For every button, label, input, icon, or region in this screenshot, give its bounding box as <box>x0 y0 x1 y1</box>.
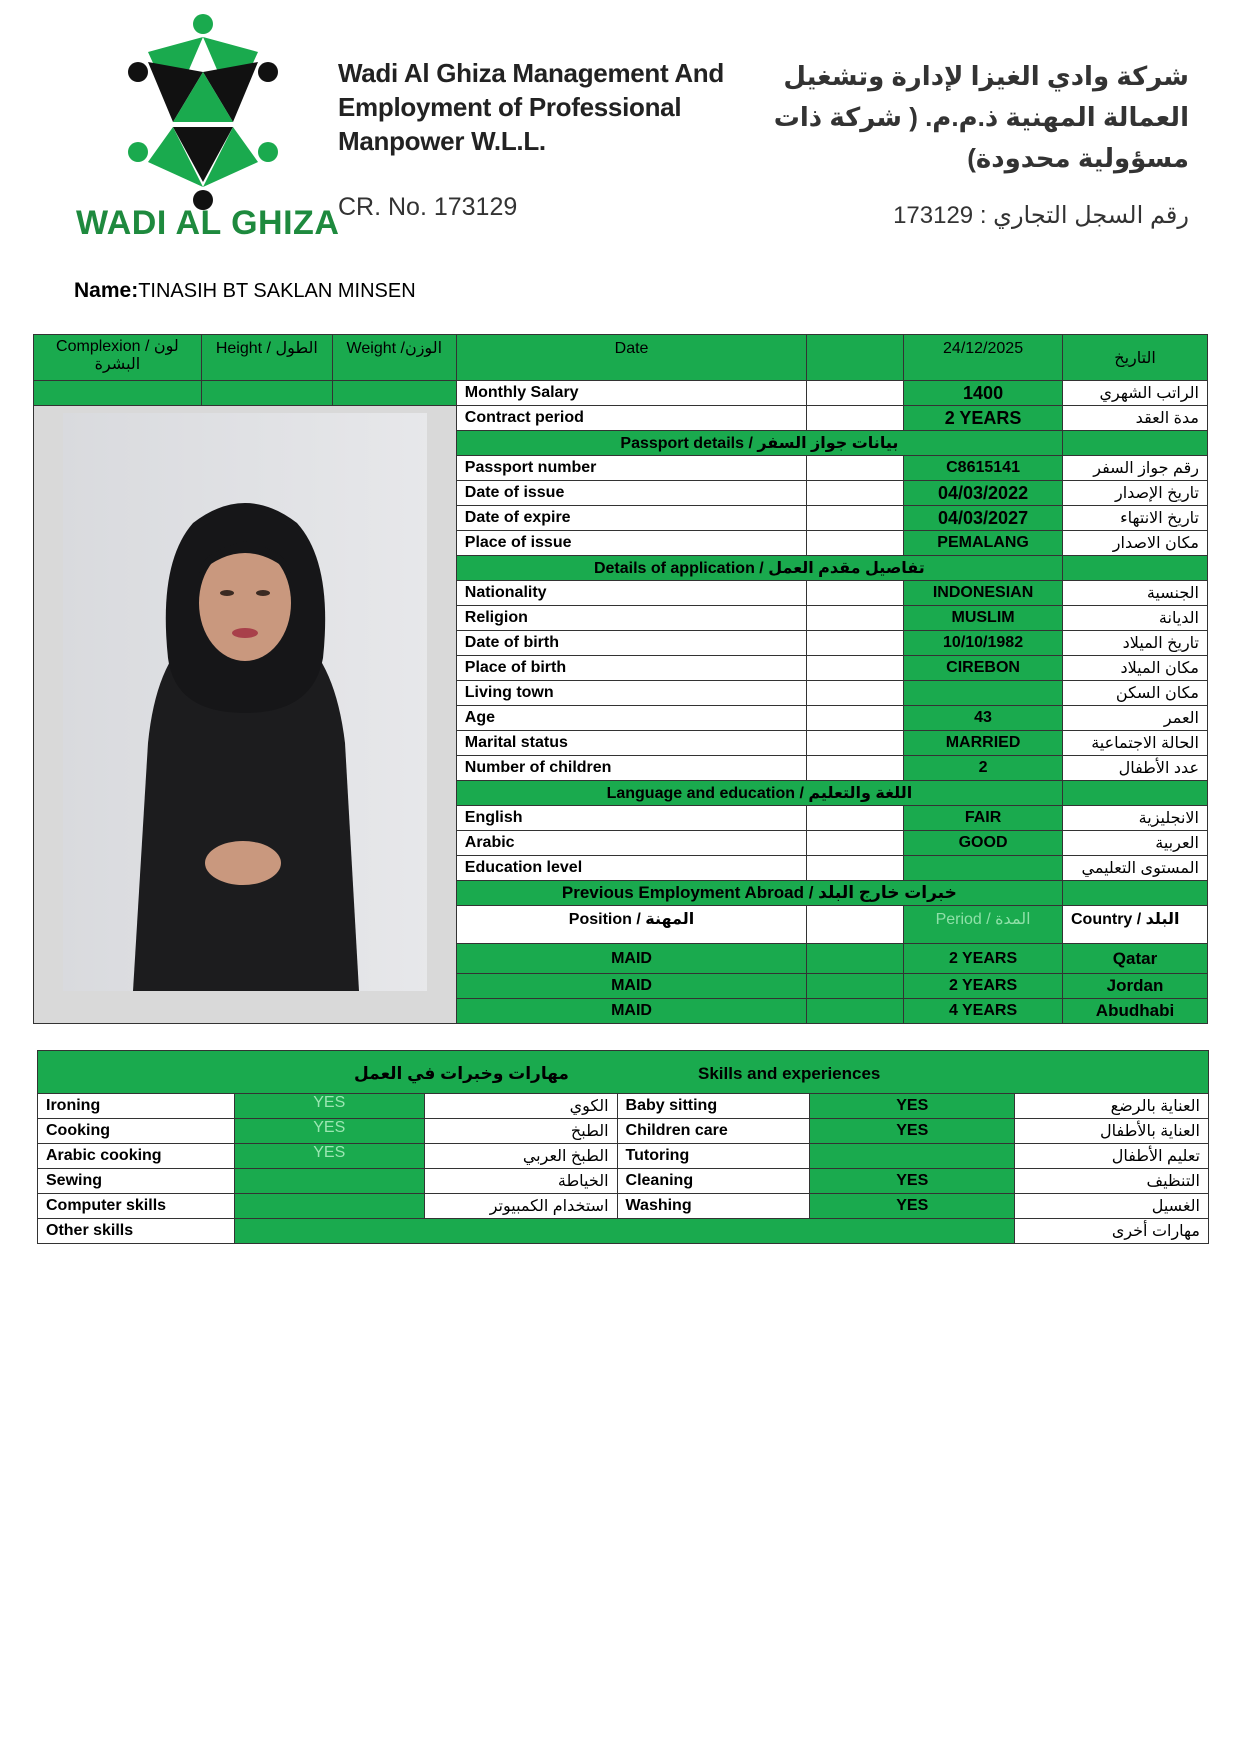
empty-cell <box>807 581 904 606</box>
skill-value <box>234 1169 424 1194</box>
empty-cell <box>807 831 904 856</box>
skills-header <box>38 1051 1209 1094</box>
skill-label-ar: الكوي <box>424 1094 617 1119</box>
passport-section-title: Passport details / بيانات جواز السفر <box>456 431 1062 456</box>
town-label: Living town <box>456 681 807 706</box>
skill-label: Washing <box>617 1194 810 1219</box>
skill-value: YES <box>810 1094 1015 1119</box>
skill-label: Children care <box>617 1119 810 1144</box>
empty-cell <box>807 856 904 881</box>
contract-label: Contract period <box>456 406 807 431</box>
empty-cell <box>807 381 904 406</box>
skill-value: YES <box>234 1094 424 1119</box>
other-skills-label-ar: مهارات أخرى <box>1015 1219 1209 1244</box>
brand-wordmark: WADI AL GHIZA <box>76 204 340 242</box>
skill-value: YES <box>810 1119 1015 1144</box>
other-skills-value <box>234 1219 1014 1244</box>
religion-label: Religion <box>456 606 807 631</box>
skill-label: Cleaning <box>617 1169 810 1194</box>
company-name-line: Manpower W.L.L. <box>338 126 546 156</box>
employment-section-title: Previous Employment Abroad / خبرات خارج البلد <box>456 881 1062 906</box>
arabic-label-ar: العربية <box>1063 831 1208 856</box>
skill-label-ar: استخدام الكمبيوتر <box>424 1194 617 1219</box>
expire-date-label: Date of expire <box>456 506 807 531</box>
english-value: FAIR <box>904 806 1063 831</box>
religion-value: MUSLIM <box>904 606 1063 631</box>
height-header: Height / الطول <box>201 335 332 381</box>
cr-number-ar: رقم السجل التجاري : 173129 <box>893 202 1189 229</box>
skills-title-ar: مهارات وخبرات في العمل <box>354 1064 569 1083</box>
passport-number-value: C8615141 <box>904 456 1063 481</box>
employment-country: Jordan <box>1063 974 1208 999</box>
employment-country: Qatar <box>1063 944 1208 974</box>
skill-label-ar: الطبخ <box>424 1119 617 1144</box>
nationality-label: Nationality <box>456 581 807 606</box>
employment-position: MAID <box>456 944 807 974</box>
town-value <box>904 681 1063 706</box>
employment-position: MAID <box>456 999 807 1024</box>
skill-label-ar: الغسيل <box>1015 1194 1209 1219</box>
town-label-ar: مكان السكن <box>1063 681 1208 706</box>
employment-period: 2 YEARS <box>904 944 1063 974</box>
education-label: Education level <box>456 856 807 881</box>
skill-label: Computer skills <box>38 1194 235 1219</box>
country-header: Country / البلد <box>1063 906 1208 944</box>
empty-cell <box>807 406 904 431</box>
complexion-header: Complexion / لون البشرة <box>34 335 202 381</box>
empty-cell <box>807 606 904 631</box>
marital-value: MARRIED <box>904 731 1063 756</box>
empty-cell <box>807 806 904 831</box>
skill-label-ar: العناية بالرضع <box>1015 1094 1209 1119</box>
contract-label-ar: مدة العقد <box>1063 406 1208 431</box>
arabic-label: Arabic <box>456 831 807 856</box>
applicant-photo <box>63 413 427 991</box>
empty-cell <box>807 656 904 681</box>
skill-value: YES <box>810 1194 1015 1219</box>
date-label: Date <box>456 335 807 381</box>
dob-label: Date of birth <box>456 631 807 656</box>
age-value: 43 <box>904 706 1063 731</box>
cr-number-en: CR. No. 173129 <box>338 193 518 221</box>
company-name-ar: شركة وادي الغيزا لإدارة وتشغيل العمالة المهنية ذ.م.م. ( شركة ذات مسؤولية محدودة) <box>773 61 1189 173</box>
empty-cell <box>807 506 904 531</box>
children-label-ar: عدد الأطفال <box>1063 756 1208 781</box>
skill-label: Arabic cooking <box>38 1144 235 1169</box>
height-value <box>201 381 332 406</box>
skill-label: Cooking <box>38 1119 235 1144</box>
name-value: TINASIH BT SAKLAN MINSEN <box>138 280 416 302</box>
period-header: Period / المدة <box>904 906 1063 944</box>
nationality-label-ar: الجنسية <box>1063 581 1208 606</box>
skills-title-en: Skills and experiences <box>698 1064 881 1083</box>
issue-date-label-ar: تاريخ الإصدار <box>1063 481 1208 506</box>
name-label: Name <box>74 279 132 302</box>
applicant-name: Name:TINASIH BT SAKLAN MINSEN <box>74 279 416 302</box>
skills-table <box>37 1050 1209 1244</box>
skill-label: Baby sitting <box>617 1094 810 1119</box>
photo-cell <box>34 406 457 1024</box>
position-header: Position / المهنة <box>456 906 807 944</box>
age-label: Age <box>456 706 807 731</box>
empty-cell <box>807 756 904 781</box>
empty-cell <box>807 999 904 1024</box>
empty-cell <box>1063 556 1208 581</box>
marital-label: Marital status <box>456 731 807 756</box>
pob-value: CIREBON <box>904 656 1063 681</box>
skill-label: Tutoring <box>617 1144 810 1169</box>
passport-number-label-ar: رقم جواز السفر <box>1063 456 1208 481</box>
empty-cell <box>807 481 904 506</box>
employment-period: 4 YEARS <box>904 999 1063 1024</box>
issue-place-value: PEMALANG <box>904 531 1063 556</box>
issue-place-label: Place of issue <box>456 531 807 556</box>
complexion-value <box>34 381 202 406</box>
empty-cell <box>807 974 904 999</box>
expire-date-value: 04/03/2027 <box>904 506 1063 531</box>
children-value: 2 <box>904 756 1063 781</box>
english-label: English <box>456 806 807 831</box>
weight-header: Weight /الوزن <box>332 335 456 381</box>
salary-label: Monthly Salary <box>456 381 807 406</box>
empty-cell <box>1063 881 1208 906</box>
children-label: Number of children <box>456 756 807 781</box>
empty-cell <box>1063 431 1208 456</box>
empty-cell <box>807 944 904 974</box>
english-label-ar: الانجليزية <box>1063 806 1208 831</box>
skill-label-ar: الخياطة <box>424 1169 617 1194</box>
issue-date-value: 04/03/2022 <box>904 481 1063 506</box>
arabic-value: GOOD <box>904 831 1063 856</box>
empty-cell <box>807 681 904 706</box>
expire-date-label-ar: تاريخ الانتهاء <box>1063 506 1208 531</box>
issue-date-label: Date of issue <box>456 481 807 506</box>
other-skills-label: Other skills <box>38 1219 235 1244</box>
empty-cell <box>807 631 904 656</box>
skill-label-ar: العناية بالأطفال <box>1015 1119 1209 1144</box>
date-value: 24/12/2025 <box>904 335 1063 381</box>
empty-cell <box>807 456 904 481</box>
pob-label: Place of birth <box>456 656 807 681</box>
education-label-ar: المستوى التعليمي <box>1063 856 1208 881</box>
skill-label-ar: تعليم الأطفال <box>1015 1144 1209 1169</box>
age-label-ar: العمر <box>1063 706 1208 731</box>
weight-value <box>332 381 456 406</box>
dob-value: 10/10/1982 <box>904 631 1063 656</box>
salary-label-ar: الراتب الشهري <box>1063 381 1208 406</box>
company-name-line: Wadi Al Ghiza Management And <box>338 58 724 88</box>
skill-label-ar: التنظيف <box>1015 1169 1209 1194</box>
salary-value: 1400 <box>904 381 1063 406</box>
skill-label-ar: الطبخ العربي <box>424 1144 617 1169</box>
dob-label-ar: تاريخ الميلاد <box>1063 631 1208 656</box>
empty-cell <box>807 731 904 756</box>
nationality-value: INDONESIAN <box>904 581 1063 606</box>
company-name-en <box>338 56 724 158</box>
skill-value <box>810 1144 1015 1169</box>
contract-value: 2 YEARS <box>904 406 1063 431</box>
empty-cell <box>807 335 904 381</box>
application-table <box>33 334 1208 1024</box>
employment-position: MAID <box>456 974 807 999</box>
company-name-line: Employment of Professional <box>338 92 682 122</box>
company-logo <box>118 12 288 212</box>
issue-place-label-ar: مكان الاصدار <box>1063 531 1208 556</box>
skill-value <box>234 1194 424 1219</box>
empty-cell <box>1063 781 1208 806</box>
employment-country: Abudhabi <box>1063 999 1208 1024</box>
religion-label-ar: الديانة <box>1063 606 1208 631</box>
skill-label: Ironing <box>38 1094 235 1119</box>
application-section-title: Details of application / تفاصيل مقدم العمل <box>456 556 1062 581</box>
language-section-title: Language and education / اللغة والتعليم <box>456 781 1062 806</box>
pob-label-ar: مكان الميلاد <box>1063 656 1208 681</box>
education-value <box>904 856 1063 881</box>
empty-cell <box>807 706 904 731</box>
employment-period: 2 YEARS <box>904 974 1063 999</box>
empty-cell <box>807 531 904 556</box>
marital-label-ar: الحالة الاجتماعية <box>1063 731 1208 756</box>
skill-value: YES <box>810 1169 1015 1194</box>
empty-cell <box>807 906 904 944</box>
skill-label: Sewing <box>38 1169 235 1194</box>
skill-value: YES <box>234 1144 424 1169</box>
passport-number-label: Passport number <box>456 456 807 481</box>
date-label-ar: التاريخ <box>1063 335 1208 381</box>
skill-value: YES <box>234 1119 424 1144</box>
